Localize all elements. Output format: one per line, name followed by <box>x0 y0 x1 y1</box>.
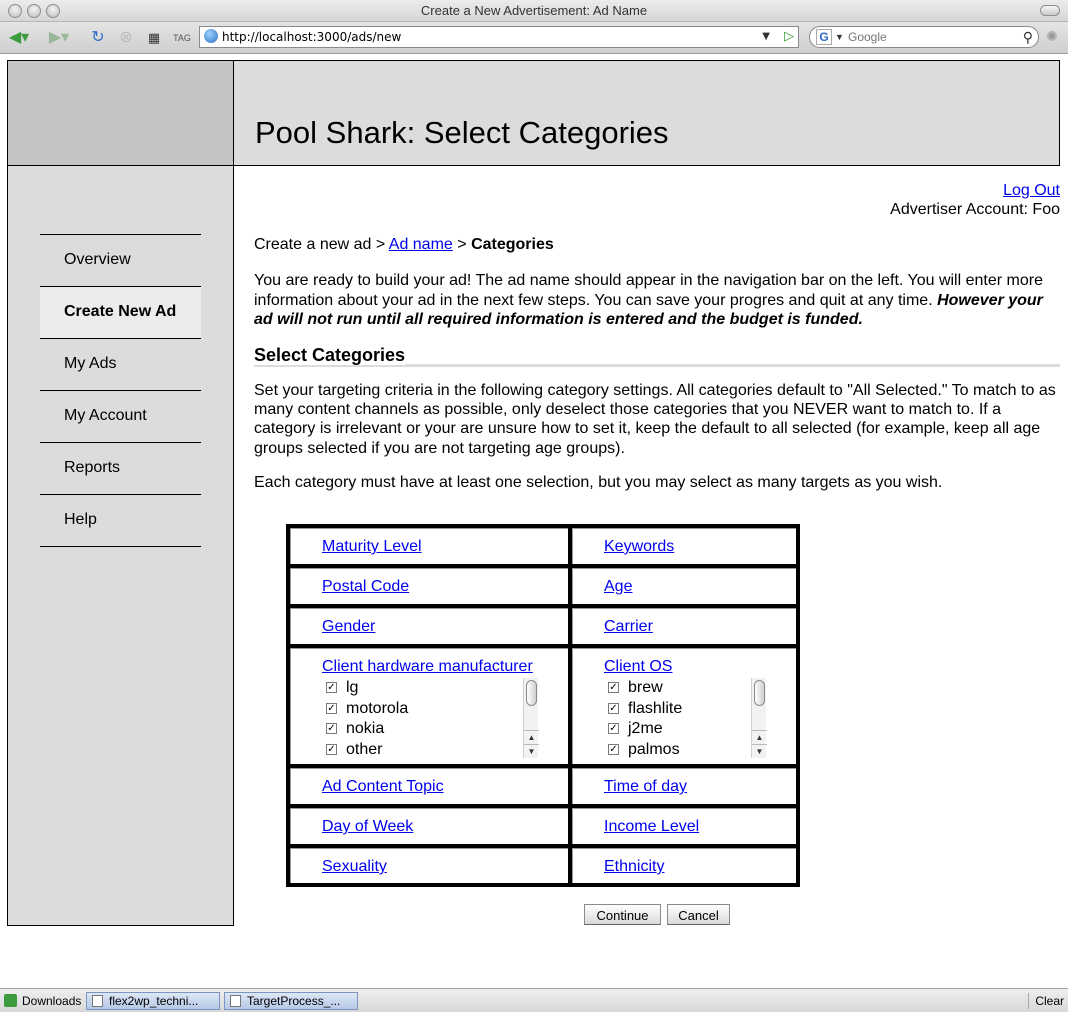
account-label: Advertiser Account: Foo <box>890 201 1060 218</box>
account-box <box>890 181 1060 219</box>
sidebar <box>7 165 234 926</box>
hardware-options-list[interactable] <box>322 678 538 764</box>
hardware-option[interactable]: ✓ motorola <box>327 699 409 717</box>
checkbox-checked-icon[interactable]: ✓ <box>327 743 336 755</box>
section-title: Select Categories <box>254 345 406 365</box>
scroll-up-arrow-icon[interactable]: ▲ <box>524 730 539 743</box>
intro-text: You are ready to build your ad! The ad name should appear in the navigation bar on the left. You will enter more information about your ad in the next few steps. You can save your progres and quit at any time. <box>254 272 1043 309</box>
downloads-button[interactable]: Downloads <box>4 993 81 1009</box>
tag-icon[interactable]: TAG <box>173 33 191 43</box>
home-icon[interactable]: ▦ <box>147 30 161 45</box>
gender-link[interactable]: Gender <box>322 618 376 635</box>
ad-content-topic-link[interactable]: Ad Content Topic <box>322 778 444 795</box>
cell-postal <box>288 566 570 606</box>
url-dropdown-icon[interactable]: ▼ <box>762 31 770 42</box>
reload-icon[interactable]: ↻ <box>91 29 105 46</box>
breadcrumb-root: Create a new ad > <box>254 236 386 253</box>
scroll-up-arrow-icon[interactable]: ▲ <box>752 730 767 743</box>
maturity-level-link[interactable]: Maturity Level <box>322 538 422 555</box>
checkbox-checked-icon[interactable]: ✓ <box>327 702 336 714</box>
search-icon[interactable]: ⚲ <box>1022 29 1033 45</box>
stop-icon[interactable]: ⊗ <box>119 29 133 46</box>
category-grid <box>286 524 800 887</box>
header-logo-area <box>7 60 234 166</box>
cell-carrier <box>570 606 798 646</box>
page-title: Pool Shark: Select Categories <box>255 115 669 150</box>
sexuality-link[interactable]: Sexuality <box>322 858 387 875</box>
checkbox-checked-icon[interactable]: ✓ <box>327 723 336 734</box>
time-of-day-link[interactable]: Time of day <box>604 778 687 795</box>
section-heading <box>254 345 1060 367</box>
checkbox-checked-icon[interactable]: ✓ <box>609 743 618 755</box>
postal-code-link[interactable]: Postal Code <box>322 578 410 595</box>
sidebar-nav <box>40 234 201 547</box>
clear-downloads-button[interactable]: Clear <box>1028 993 1064 1009</box>
income-level-link[interactable]: Income Level <box>604 818 700 835</box>
url-text[interactable]: http://localhost:3000/ads/new <box>222 30 402 44</box>
url-bar[interactable] <box>199 26 799 48</box>
cell-topic <box>288 766 570 806</box>
header-banner <box>233 60 1060 166</box>
breadcrumb-separator: > <box>457 236 467 253</box>
loading-spinner-icon: ✺ <box>1046 28 1058 44</box>
cell-sexuality <box>288 846 570 885</box>
zoom-window-button[interactable] <box>46 4 60 18</box>
minimize-window-button[interactable] <box>27 4 41 18</box>
continue-button[interactable]: Continue <box>584 904 661 925</box>
sidebar-item-my-ads[interactable]: My Ads <box>40 339 201 391</box>
back-arrow-icon[interactable]: ◀▾ <box>8 29 30 46</box>
scroll-thumb[interactable] <box>526 680 537 706</box>
sidebar-item-create-new-ad[interactable]: Create New Ad <box>40 287 201 339</box>
os-option[interactable]: ✓ j2me <box>609 720 663 737</box>
cell-time <box>570 766 798 806</box>
download-item-2[interactable]: TargetProcess_... <box>224 992 358 1010</box>
breadcrumb <box>254 236 554 254</box>
toolbar-toggle-button[interactable] <box>1040 5 1060 16</box>
search-placeholder[interactable]: Google <box>848 30 887 44</box>
sidebar-item-my-account[interactable]: My Account <box>40 391 201 443</box>
sidebar-item-overview[interactable]: Overview <box>40 235 201 287</box>
client-os-link[interactable]: Client OS <box>604 658 673 675</box>
forward-arrow-icon[interactable]: ▶▾ <box>48 29 70 46</box>
checkbox-checked-icon[interactable]: ✓ <box>609 702 618 714</box>
checkbox-checked-icon[interactable]: ✓ <box>609 723 618 734</box>
intro-emphasis: However your ad will not run until all required information is entered and the budget is funded. <box>254 291 1043 328</box>
window-title: Create a New Advertisement: Ad Name <box>420 3 648 18</box>
keywords-link[interactable]: Keywords <box>604 538 675 555</box>
cell-keywords <box>570 526 798 566</box>
os-options-list[interactable] <box>604 678 766 764</box>
cell-maturity <box>288 526 570 566</box>
checkbox-checked-icon[interactable]: ✓ <box>609 682 618 693</box>
search-bar[interactable] <box>809 26 1039 48</box>
hardware-scrollbar[interactable] <box>523 678 538 758</box>
os-option[interactable]: ✓ palmos <box>609 740 680 758</box>
download-item-1[interactable]: flex2wp_techni... <box>86 992 220 1010</box>
scroll-down-arrow-icon[interactable]: ▼ <box>524 744 539 757</box>
go-arrow-icon[interactable]: ▷ <box>784 29 794 44</box>
hardware-option[interactable]: ✓ nokia <box>327 720 385 737</box>
scroll-down-arrow-icon[interactable]: ▼ <box>752 744 767 757</box>
cell-dow <box>288 806 570 846</box>
day-of-week-link[interactable]: Day of Week <box>322 818 414 835</box>
cancel-button[interactable]: Cancel <box>667 904 730 925</box>
age-link[interactable]: Age <box>604 578 633 595</box>
intro-paragraph <box>254 271 1060 330</box>
breadcrumb-ad-name-link[interactable]: Ad name <box>388 236 453 253</box>
logout-link[interactable]: Log Out <box>1003 182 1060 199</box>
close-window-button[interactable] <box>8 4 22 18</box>
carrier-link[interactable]: Carrier <box>604 618 653 635</box>
checkbox-checked-icon[interactable]: ✓ <box>327 682 336 693</box>
document-icon <box>230 995 241 1007</box>
hardware-option[interactable]: ✓ other <box>327 740 383 758</box>
cell-gender <box>288 606 570 646</box>
breadcrumb-current: Categories <box>471 236 554 253</box>
google-icon[interactable]: G <box>816 29 832 45</box>
hardware-option[interactable]: ✓ lg <box>327 679 359 696</box>
status-bar <box>0 988 1068 1012</box>
selection-note: Each category must have at least one selection, but you may select as many targets as you wish. <box>254 474 943 491</box>
browser-toolbar <box>0 22 1068 54</box>
page-content <box>0 55 1068 988</box>
search-engine-dropdown-icon[interactable]: ▼ <box>835 32 844 42</box>
section-description: Set your targeting criteria in the following category settings. All categories default to "All Selected." To match to as many content channels as possible, only deselect those categories that you NEVER want to match to. If a category is irrelevant or your are unsure how to set it, keep the default to all selected (for example, keep all age groups selected if you are not targeting age groups). <box>254 382 1056 457</box>
scroll-thumb[interactable] <box>754 680 765 706</box>
ethnicity-link[interactable]: Ethnicity <box>604 858 665 875</box>
cell-hardware <box>288 646 570 766</box>
sidebar-item-help[interactable]: Help <box>40 495 201 547</box>
client-hardware-link[interactable]: Client hardware manufacturer <box>322 658 533 675</box>
os-option[interactable]: ✓ flashlite <box>609 699 683 717</box>
os-scrollbar[interactable] <box>751 678 766 758</box>
cell-age <box>570 566 798 606</box>
window-titlebar <box>0 0 1068 22</box>
cell-income <box>570 806 798 846</box>
download-icon <box>4 994 17 1007</box>
document-icon <box>92 995 103 1007</box>
sidebar-item-reports[interactable]: Reports <box>40 443 201 495</box>
os-option[interactable]: ✓ brew <box>609 679 663 696</box>
cell-ethnicity <box>570 846 798 885</box>
cell-client-os <box>570 646 798 766</box>
globe-icon <box>204 29 218 43</box>
